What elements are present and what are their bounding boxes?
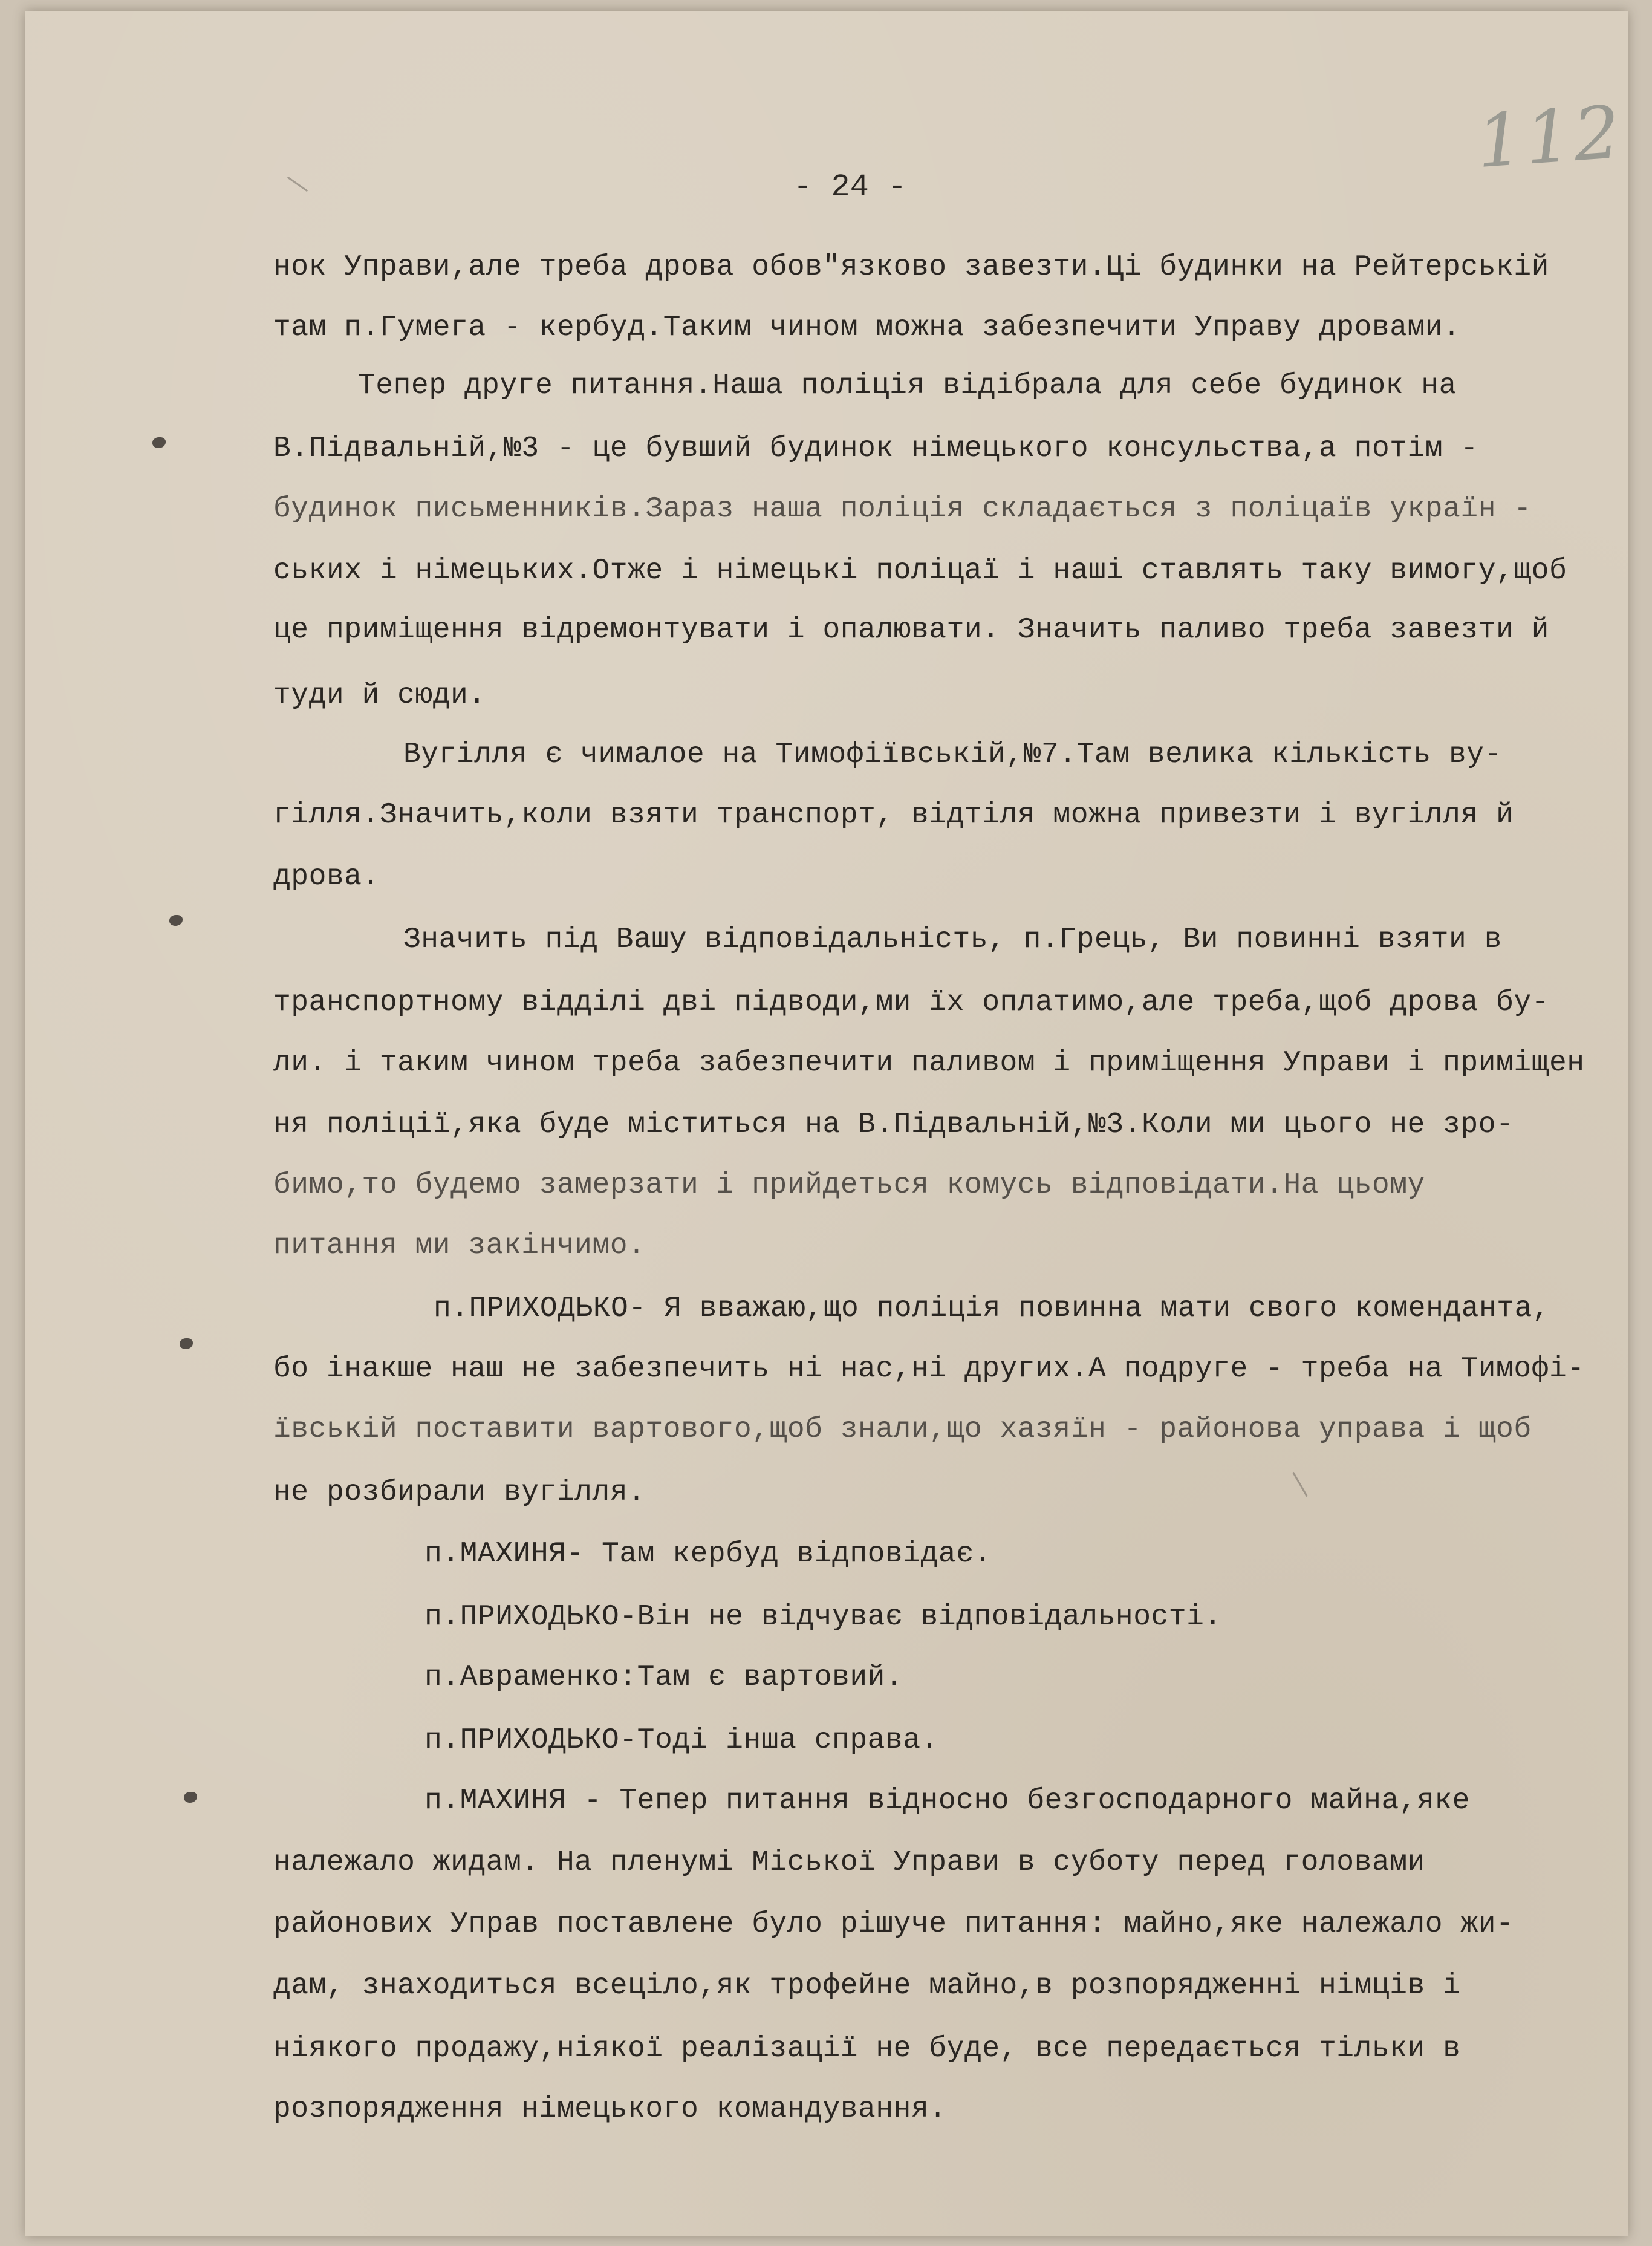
text-line: ських і німецьких.Отже і німецькі поліцаї і наші ставлять таку вимогу,щоб: [273, 555, 1567, 587]
paper-scratch: [287, 177, 308, 192]
binder-hole-mark: [180, 1338, 193, 1349]
text-line: Вугілля є чималое на Тимофіївській,№7.Там велика кількість ву-: [403, 738, 1502, 771]
text-line: ня поліції,яка буде міститься на В.Підвальній,№3.Коли ми цього не зро-: [273, 1108, 1514, 1141]
binder-hole-mark: [184, 1792, 197, 1803]
text-line: розпорядження німецького командування.: [273, 2093, 947, 2126]
text-line: районових Управ поставлене було рішуче питання: майно,яке належало жи-: [273, 1908, 1514, 1941]
binder-hole-mark: [152, 437, 166, 448]
text-line: ївській поставити вартового,щоб знали,що хазяїн - районова управа і щоб: [273, 1413, 1532, 1446]
text-line: це приміщення відремонтувати і опалювати. Значить паливо треба завезти й: [273, 614, 1549, 646]
binder-hole-mark: [169, 915, 183, 926]
text-line: там п.Гумега - кербуд.Таким чином можна забезпечити Управу дровами.: [273, 311, 1461, 344]
text-line: п.МАХИНЯ - Тепер питання відносно безгосподарного майна,яке: [424, 1785, 1470, 1817]
paper-scratch: [1292, 1472, 1308, 1497]
document-page: [25, 11, 1628, 2236]
text-line: належало жидам. На пленумі Міської Управи в суботу перед головами: [273, 1846, 1425, 1879]
text-line: туди й сюди.: [273, 679, 486, 712]
text-line: п.ПРИХОДЬКО-Тоді інша справа.: [424, 1724, 938, 1757]
text-line: п.ПРИХОДЬКО-Він не відчуває відповідальності.: [424, 1601, 1222, 1633]
archive-page-number: 112: [1474, 90, 1625, 185]
text-line: нок Управи,але треба дрова обов"язково завезти.Ці будинки на Рейтерській: [273, 251, 1549, 284]
text-line: будинок письменників.Зараз наша поліція складається з поліцаїв україн -: [273, 493, 1532, 526]
text-line: транспортному відділі дві підводи,ми їх оплатимо,але треба,щоб дрова бу-: [273, 986, 1549, 1019]
text-line: Значить під Вашу відповідальність, п.Грець, Ви повинні взяти в: [403, 923, 1502, 956]
text-line: Тепер друге питання.Наша поліція відібрала для себе будинок на: [358, 369, 1457, 402]
text-line: ніякого продажу,ніякої реалізації не буде, все передається тільки в: [273, 2033, 1461, 2065]
text-line: п.Авраменко:Там є вартовий.: [424, 1661, 903, 1694]
text-line: не розбирали вугілля.: [273, 1476, 646, 1509]
text-line: гілля.Значить,коли взяти транспорт, відтіля можна привезти і вугілля й: [273, 799, 1514, 832]
text-line: дам, знаходиться всеціло,як трофейне майно,в розпорядженні німців і: [273, 1970, 1461, 2002]
text-line: п.ПРИХОДЬКО- Я вважаю,що поліція повинна мати свого коменданта,: [434, 1292, 1550, 1325]
text-line: ли. і таким чином треба забезпечити паливом і приміщення Управи і приміщен: [273, 1047, 1585, 1079]
text-line: п.МАХИНЯ- Там кербуд відповідає.: [424, 1538, 992, 1571]
text-line: бимо,то будемо замерзати і прийдеться комусь відповідати.На цьому: [273, 1169, 1425, 1202]
text-line: бо інакше наш не забезпечить ні нас,ні других.А подруге - треба на Тимофі-: [273, 1353, 1585, 1385]
text-line: дрова.: [273, 861, 380, 893]
page-number: - 24 -: [793, 169, 907, 205]
text-line: В.Підвальній,№3 - це бувший будинок німецького консульства,а потім -: [273, 432, 1478, 465]
text-line: питання ми закінчимо.: [273, 1229, 646, 1262]
